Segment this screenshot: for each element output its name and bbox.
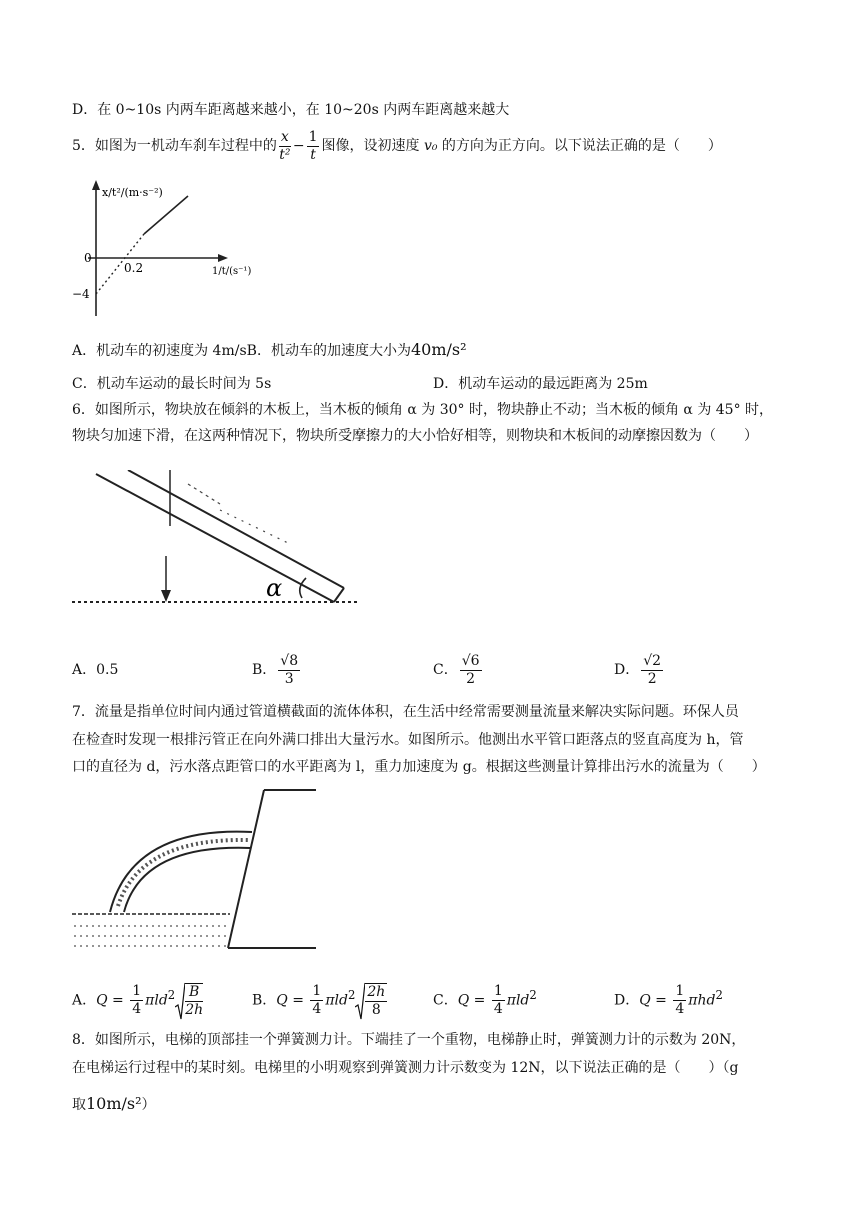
q6-angle-label: α <box>266 574 283 602</box>
q5-lead: 5．如图为一机动车刹车过程中的 <box>72 138 277 154</box>
q6-option-d: D． $\frac{√2}{2}$ <box>614 652 662 687</box>
q5-option-a: A．机动车的初速度为 4m/s <box>72 343 247 359</box>
q5-graph-ylabel: x/t²/(m·s⁻²) <box>102 186 163 199</box>
q7-option-a: A．Q = $\frac{1}{4}$ πld$^2$ $\frac{B}{2h}$ <box>72 968 205 1028</box>
q7-option-b: B．Q = $\frac{1}{4}$ πld$^2$ $\frac{2h}{8}$ <box>252 968 389 1028</box>
q7-stem-line3: 口的直径为 d，污水落点距管口的水平距离为 l，重力加速度为 g。根据这些测量计算排出污水的流量为（ ） <box>72 759 766 775</box>
q7-option-a-radical: $\frac{B}{2h}$ <box>175 974 205 1028</box>
q5-stem: 5．如图为一机动车刹车过程中的 $\frac{x}{\text{t²}}$ − $\frac{1}{t}$ 图像，设初速度 v₀ 的方向为正方向。以下说法正确的是（ ） <box>72 128 722 163</box>
q7-option-b-radical: $\frac{2h}{8}$ <box>355 974 389 1028</box>
q5-graph-ytick: −4 <box>72 287 90 301</box>
q5-frac-x-t2: $\frac{x}{\text{t²}}$ <box>279 128 291 163</box>
q5-graph-xlabel: 1/t/(s⁻¹) <box>212 266 252 277</box>
q6-stem-line1: 6．如图所示，物块放在倾斜的木板上，当木板的倾角 α 为 30° 时，物块静止不动；当木板的倾角 α 为 45° 时， <box>72 402 774 418</box>
q8-stem-line3: 取10m/s²） <box>72 1094 156 1113</box>
q4-option-d: D．在 0~10s 内两车距离越来越小，在 10~20s 内两车距离越来越大 <box>72 102 510 118</box>
q6-option-c: C． $\frac{√6}{2}$ <box>433 652 480 687</box>
q7-option-d: D．Q = $\frac{1}{4}$ πhd$^2$ <box>614 983 723 1018</box>
q6-option-b: B． $\frac{√8}{3}$ <box>252 652 299 687</box>
q7-stem-line1: 7．流量是指单位时间内通过管道横截面的流体体积，在生活中经常需要测量流量来解决实际问题。环保人员 <box>72 704 739 720</box>
q5-graph-xtick: 0.2 <box>124 261 144 275</box>
q7-option-c: C．Q = $\frac{1}{4}$ πld$^2$ <box>433 983 537 1018</box>
q5-option-c: C．机动车运动的最长时间为 5s <box>72 376 272 392</box>
q7-stem-line2: 在检查时发现一根排污管正在向外满口排出大量污水。如图所示。他测出水平管口距落点的竖直高度为 h，管 <box>72 732 744 748</box>
q5-frac-1-t: $\frac{1}{t}$ <box>308 128 318 163</box>
q5-option-b: B．机动车的加速度大小为 <box>246 343 411 359</box>
q8-stem-line2: 在电梯运行过程中的某时刻。电梯里的小明观察到弹簧测力计示数变为 12N，以下说法正确的是（ ）（g <box>72 1060 739 1076</box>
q5-option-d: D．机动车运动的最远距离为 25m <box>433 376 648 392</box>
q5-graph-origin: 0 <box>84 251 92 265</box>
q6-option-a: A．0.5 <box>72 662 119 678</box>
q5-graph <box>70 176 270 326</box>
q5-v0: v₀ <box>423 138 438 154</box>
q6-stem-line2: 物块匀加速下滑，在这两种情况下，物块所受摩擦力的大小恰好相等，则物块和木板间的动摩擦因数为（ ） <box>72 428 758 444</box>
q6-incline-figure <box>70 470 360 610</box>
q7-pipe-figure <box>70 786 330 952</box>
q5-options-ab <box>72 340 467 361</box>
q8-stem-line1: 8．如图所示，电梯的顶部挂一个弹簧测力计。下端挂了一个重物，电梯静止时，弹簧测力计的示数为 20N， <box>72 1032 746 1048</box>
q5-option-b-value: 40m/s² <box>410 340 467 359</box>
